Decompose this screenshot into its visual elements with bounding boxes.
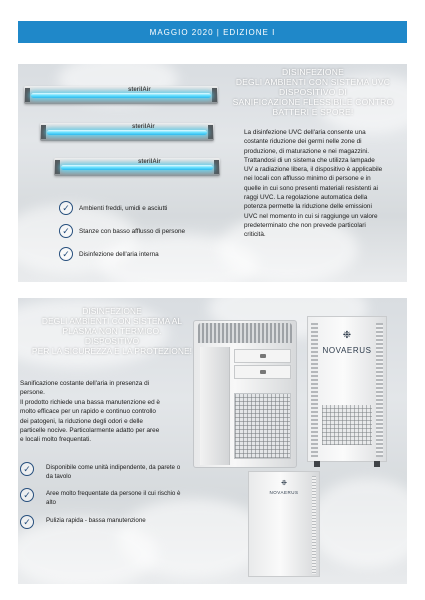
title-line: DISINFEZIONE <box>82 306 142 316</box>
check-circle-icon: ✓ <box>20 515 34 529</box>
feature-label: Disinfezione dell'aria interna <box>79 250 159 258</box>
device-brand-label: NOVAERUS <box>322 346 372 355</box>
feature-label: Pulizia rapida - bassa manutenzione <box>46 517 146 524</box>
check-circle-icon: ✓ <box>20 488 34 502</box>
plasma-feature-item <box>20 463 188 481</box>
header-label: MAGGIO 2020 | EDIZIONE I <box>149 27 276 37</box>
plasma-feature-item <box>20 516 188 529</box>
check-circle-icon: ✓ <box>20 462 34 476</box>
uvc-section-body <box>244 128 402 240</box>
feature-label: Disponibile come unità indipendente, da parete o da tavolo <box>46 464 181 480</box>
check-circle-icon: ✓ <box>59 201 73 215</box>
body-line: UVC nel momento in cui si raggiunge un valore <box>244 212 378 220</box>
body-line: nei locali con afflusso minimo di persone e in <box>244 175 371 183</box>
title-line: DEGLI AMBIENTI CON SISTEMA UVC <box>235 77 391 87</box>
feature-label: Ambienti freddi, umidi e asciutti <box>79 204 168 212</box>
uvc-lamp-3 <box>54 158 220 176</box>
body-line: raggi UVC. La regolazione automatica della <box>244 194 368 202</box>
title-line: PLASMA NON TERMICO. <box>62 326 162 336</box>
body-line: particelle nocive. Particolarmente adatto per aree <box>20 427 160 435</box>
title-line: DISPOSITIVO DI <box>279 87 347 97</box>
compact-purifier-image <box>248 471 320 577</box>
title-line: DEGLI AMBIENTI CON SISTEMA AL <box>41 316 183 326</box>
body-line: UV a radiazione libera, il dispositivo è applicabile <box>244 166 383 174</box>
lamp-brand-label: sterilAir <box>128 87 151 93</box>
uvc-feature-item <box>59 224 185 238</box>
body-line: molto efficace per un rapido e continuo controllo <box>20 408 156 416</box>
body-line: Trattandosi di un sistema che utilizza lampade <box>244 156 375 164</box>
lamp-brand-label: sterilAir <box>132 124 155 130</box>
body-line: costante riduzione dei germi nelle zone di <box>244 138 362 146</box>
title-line: BATTERI E SPORE! <box>272 107 354 117</box>
body-line: potenza permette la riduzione delle emissioni <box>244 203 372 211</box>
body-line: predeterminato che non prevede particolari <box>244 221 366 229</box>
uvc-feature-item <box>59 201 167 215</box>
uvc-section-title <box>224 67 402 117</box>
novaerus-emblem-icon: ❉ <box>281 480 287 487</box>
body-line: quelle in cui sono presenti materiali resistenti ai <box>244 184 378 192</box>
body-line: criticità. <box>244 231 266 239</box>
body-line: Sanificazione costante dell'aria in presenza di <box>20 380 150 387</box>
device-brand-label-small: NOVAERUS <box>269 490 299 495</box>
wall-purifier-image <box>307 316 387 462</box>
plasma-section-title <box>22 306 202 356</box>
novaerus-emblem-icon: ❉ <box>342 330 352 341</box>
title-line: DISPOSITIVO <box>84 336 140 346</box>
body-line: produzione, di maturazione e nei magazzini. <box>244 147 370 155</box>
plasma-section-body <box>20 379 188 445</box>
body-line: Il prodotto richiede una bassa manutenzione ed è <box>20 398 160 406</box>
plasma-feature-item <box>20 489 188 507</box>
check-circle-icon: ✓ <box>59 224 73 238</box>
title-line: DISINFEZIONE <box>282 67 344 77</box>
body-line: La disinfezione UVC dell'aria consente una <box>244 129 366 136</box>
title-line: SANIFICAZIONE FLESSIBILE CONTRO <box>232 97 394 107</box>
feature-label: Aree molto frequentate da persone il cui rischio è alto <box>46 490 181 506</box>
uvc-feature-item <box>59 247 159 261</box>
check-circle-icon: ✓ <box>59 247 73 261</box>
body-line: dei patogeni, la riduzione degli odori e delle <box>20 417 143 425</box>
feature-label: Stanze con basso afflusso di persone <box>79 227 186 235</box>
body-line: persone. <box>20 389 45 397</box>
uvc-lamp-1 <box>24 86 218 104</box>
header-bar <box>18 21 407 43</box>
body-line: e locali molto frequentati. <box>20 436 92 444</box>
uvc-lamp-2 <box>40 123 214 141</box>
floor-purifier-image <box>193 320 297 468</box>
title-line: PER LA SICUREZZA E LA PROTEZIONE! <box>31 346 193 356</box>
lamp-brand-label: sterilAir <box>138 159 161 165</box>
